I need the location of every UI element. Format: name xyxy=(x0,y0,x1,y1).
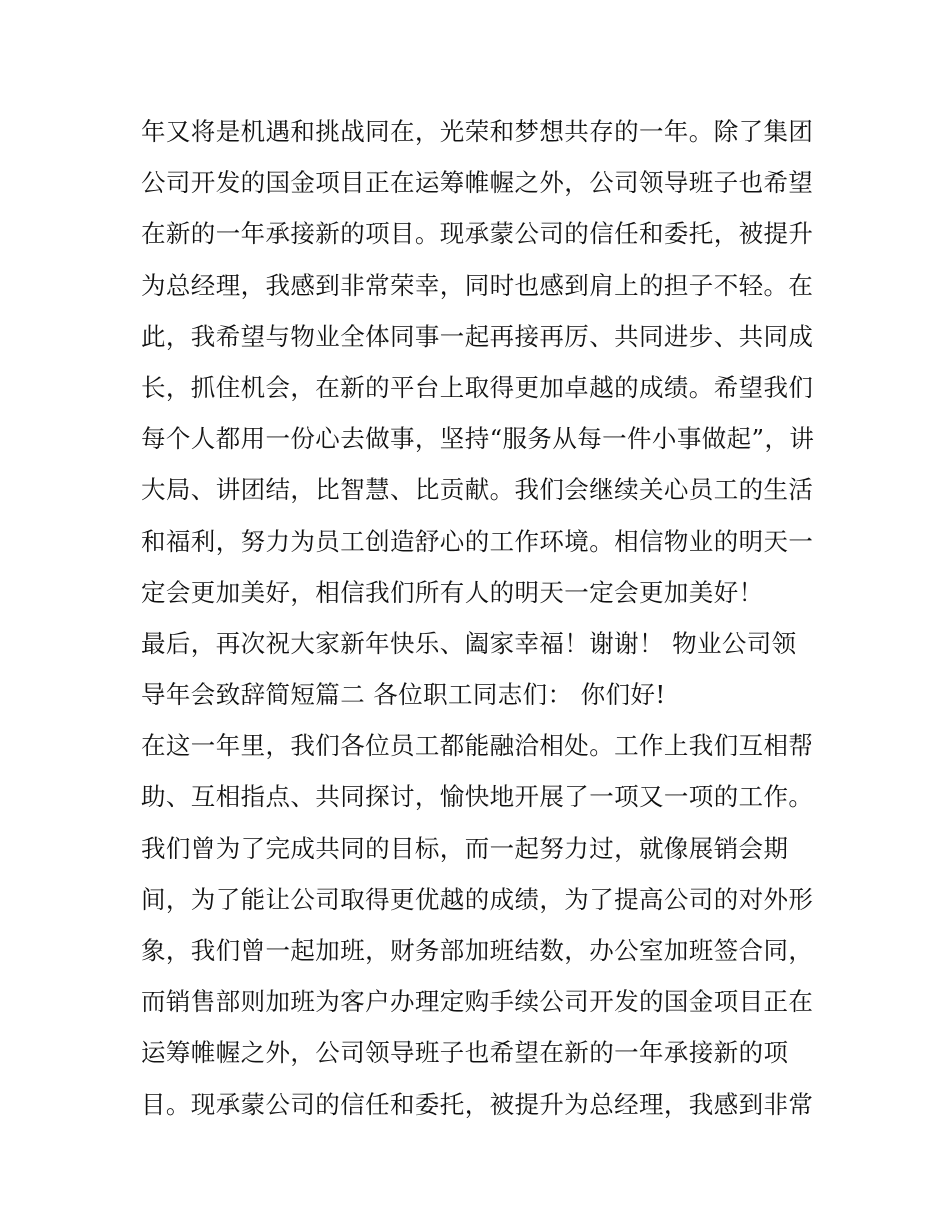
text-line: 在新的一年承接新的项目。现承蒙公司的信任和委托，被提升 xyxy=(141,219,814,249)
text-line: 而销售部则加班为客户办理定购手续公司开发的国金项目正在 xyxy=(141,987,814,1017)
text-line: 目。现承蒙公司的信任和委托，被提升为总经理，我感到非常 xyxy=(141,1089,814,1119)
text-line: 长，抓住机会，在新的平台上取得更加卓越的成绩。希望我们 xyxy=(141,372,814,402)
text-line: 在这一年里，我们各位员工都能融洽相处。工作上我们互相帮 xyxy=(141,731,814,761)
text-line: 此，我希望与物业全体同事一起再接再厉、共同进步、共同成 xyxy=(141,321,814,351)
text-line: 大局、讲团结，比智慧、比贡献。我们会继续关心员工的生活 xyxy=(141,475,814,505)
text-line: 运筹帷幄之外，公司领导班子也希望在新的一年承接新的项 xyxy=(141,1038,789,1068)
text-line: 间，为了能让公司取得更优越的成绩，为了提高公司的对外形 xyxy=(141,884,814,914)
text-line: 公司开发的国金项目正在运筹帷幄之外，公司领导班子也希望 xyxy=(141,168,814,198)
text-line: 定会更加美好，相信我们所有人的明天一定会更加美好！ xyxy=(141,577,764,607)
text-line: 助、互相指点、共同探讨，愉快地开展了一项又一项的工作。 xyxy=(141,782,814,812)
text-line: 年又将是机遇和挑战同在，光荣和梦想共存的一年。除了集团 xyxy=(141,117,814,146)
text-line: 和福利，努力为员工创造舒心的工作环境。相信物业的明天一 xyxy=(141,526,814,556)
text-line: 每个人都用一份心去做事，坚持“服务从每一件小事做起”，讲 xyxy=(141,424,815,454)
body-text xyxy=(141,106,821,1130)
text-line: 最后，再次祝大家新年快乐、阖家幸福！谢谢！ 物业公司领 xyxy=(141,628,797,658)
text-line: 我们曾为了完成共同的目标，而一起努力过，就像展销会期 xyxy=(141,833,789,863)
text-line: 为总经理，我感到非常荣幸，同时也感到肩上的担子不轻。在 xyxy=(141,270,814,300)
text-line: 象，我们曾一起加班，财务部加班结数，办公室加班签合同， xyxy=(141,936,814,965)
text-line: 导年会致辞简短篇二 各位职工同志们： 你们好! xyxy=(141,680,666,710)
